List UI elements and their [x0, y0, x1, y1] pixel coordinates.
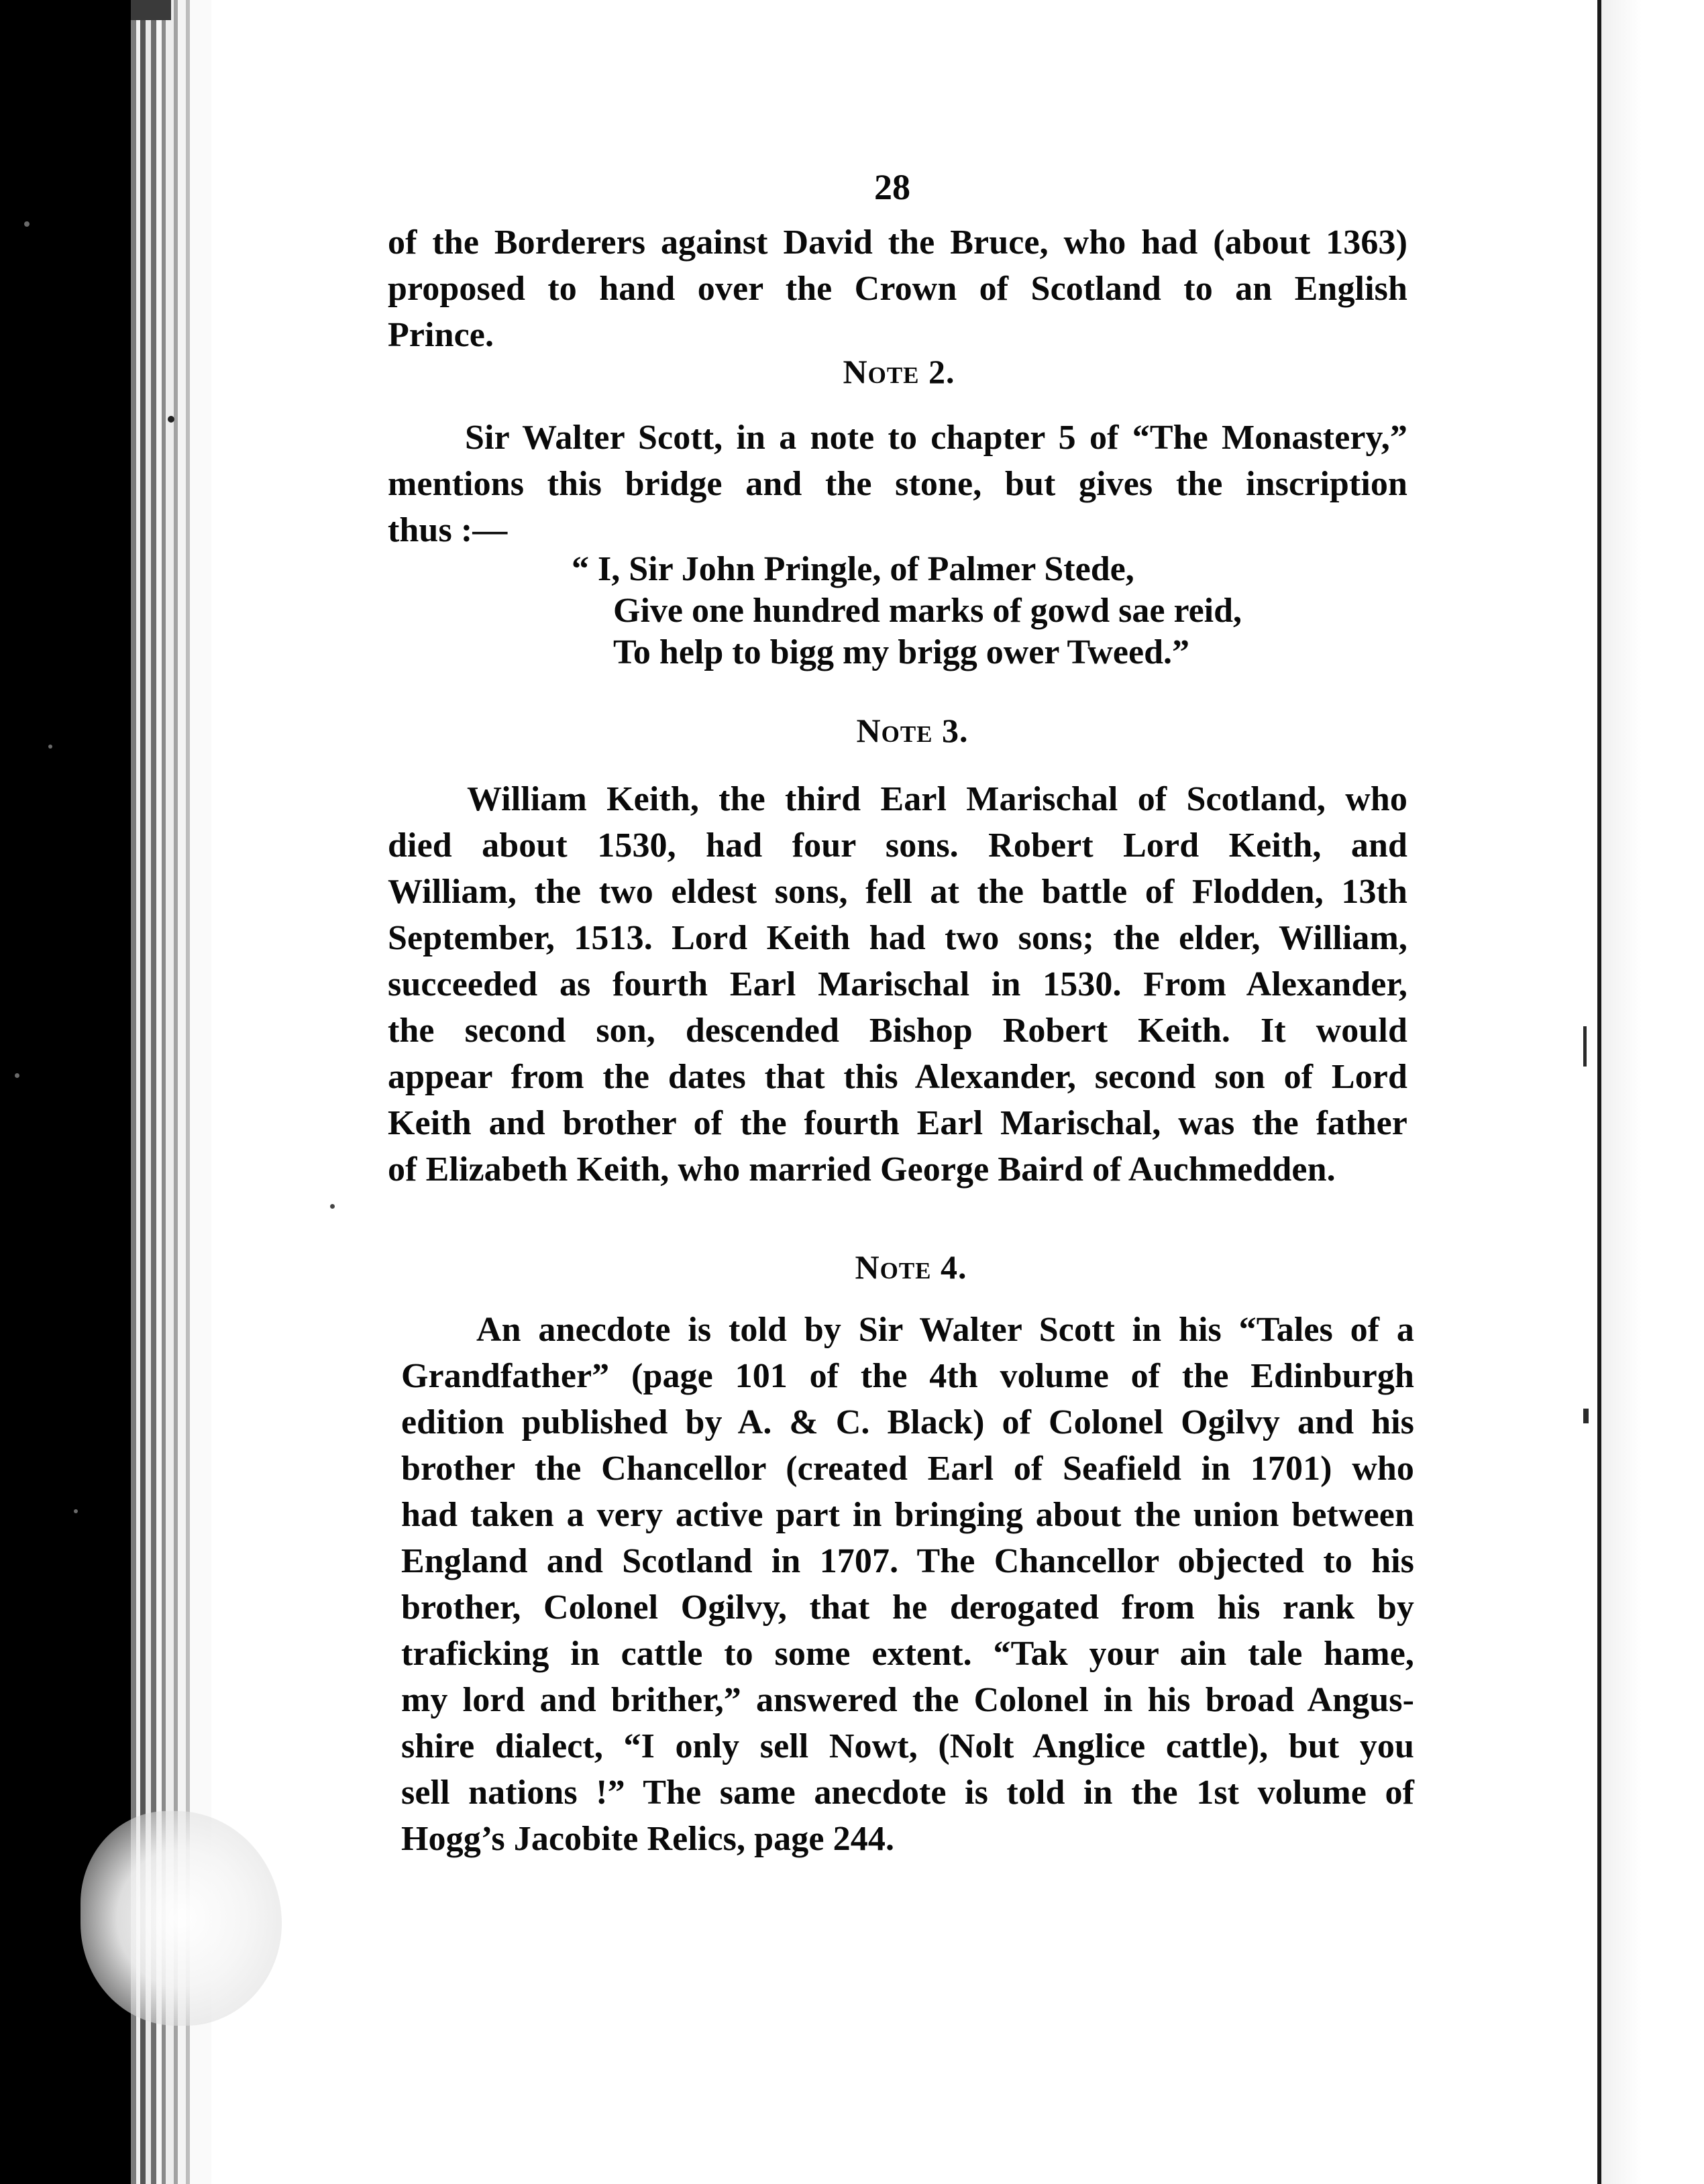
text-line: brother, Colonel Ogilvy, that he derogated from his rank by — [401, 1588, 1414, 1627]
text-line: Sir Walter Scott, in a note to chapter 5 of “The Monastery,” — [465, 419, 1407, 457]
spine-shadow — [131, 0, 171, 20]
verse-line: Give one hundred marks of gowd sae reid, — [613, 592, 1242, 630]
right-edge-mark — [1583, 1026, 1587, 1067]
text-line: traficking in cattle to some extent. “Tak your ain tale hame, — [401, 1635, 1414, 1673]
right-page-edge — [1601, 0, 1702, 2184]
text-line: my lord and brither,” answered the Colonel in his broad Angus- — [401, 1681, 1414, 1719]
text-line: brother the Chancellor (created Earl of Seafield in 1701) who — [401, 1450, 1414, 1488]
text-line: the second son, descended Bishop Robert Keith. It would — [388, 1012, 1407, 1050]
right-edge-mark — [1583, 1409, 1589, 1423]
scan-speck — [48, 745, 52, 749]
opening-paragraph — [388, 219, 1407, 358]
text-line: September, 1513. Lord Keith had two sons; the elder, William, — [388, 919, 1407, 957]
text-line: England and Scotland in 1707. The Chancellor objected to his — [401, 1542, 1414, 1580]
scan-speck — [15, 1073, 19, 1078]
note-2-paragraph — [388, 415, 1407, 553]
text-line: proposed to hand over the Crown of Scotland to an English — [388, 270, 1407, 308]
note-3-heading: Note 3. — [856, 712, 969, 749]
text-line: Prince. — [388, 316, 494, 354]
page-number: 28 — [874, 167, 910, 207]
right-page-edge-line — [1597, 0, 1601, 2184]
scan-speck — [330, 1204, 335, 1209]
text-line: of the Borderers against David the Bruce, who had (about 1363) — [388, 223, 1407, 262]
text-line: edition published by A. & C. Black) of Colonel Ogilvy and his — [401, 1403, 1414, 1441]
text-line: William, the two eldest sons, fell at the battle of Flodden, 13th — [388, 873, 1407, 911]
text-line: thus :— — [388, 511, 508, 549]
note-2-verse — [572, 549, 1377, 673]
worn-paper-patch — [81, 1811, 282, 2026]
text-line: An anecdote is told by Sir Walter Scott in his “Tales of a — [476, 1311, 1414, 1349]
verse-line: To help to bigg my brigg ower Tweed.” — [613, 633, 1190, 671]
scan-speck — [168, 416, 174, 423]
text-line: sell nations !” The same anecdote is told in the 1st volume of — [401, 1773, 1414, 1812]
text-line: shire dialect, “I only sell Nowt, (Nolt Anglice cattle), but you — [401, 1727, 1414, 1765]
note-2-heading: Note 2. — [843, 353, 955, 390]
text-line: died about 1530, had four sons. Robert Lord Keith, and — [388, 826, 1407, 865]
text-line: mentions this bridge and the stone, but gives the inscription — [388, 465, 1407, 503]
text-line: succeeded as fourth Earl Marischal in 1530. From Alexander, — [388, 965, 1407, 1003]
scan-speck — [74, 1509, 78, 1513]
text-line: Keith and brother of the fourth Earl Marischal, was the father — [388, 1104, 1407, 1142]
text-line: William Keith, the third Earl Marischal of Scotland, who — [467, 780, 1407, 818]
note-3-paragraph — [388, 776, 1407, 1193]
note-4-heading: Note 4. — [855, 1248, 967, 1286]
note-4-paragraph — [401, 1307, 1414, 1862]
text-line: had taken a very active part in bringing about the union between — [401, 1496, 1414, 1534]
scan-speck — [24, 221, 30, 227]
text-line: of Elizabeth Keith, who married George Baird of Auchmedden. — [388, 1150, 1336, 1189]
text-line: Hogg’s Jacobite Relics, page 244. — [401, 1820, 895, 1858]
verse-line: “ I, Sir John Pringle, of Palmer Stede, — [572, 550, 1134, 588]
text-line: Grandfather” (page 101 of the 4th volume of the Edinburgh — [401, 1357, 1414, 1395]
text-line: appear from the dates that this Alexander, second son of Lord — [388, 1058, 1407, 1096]
